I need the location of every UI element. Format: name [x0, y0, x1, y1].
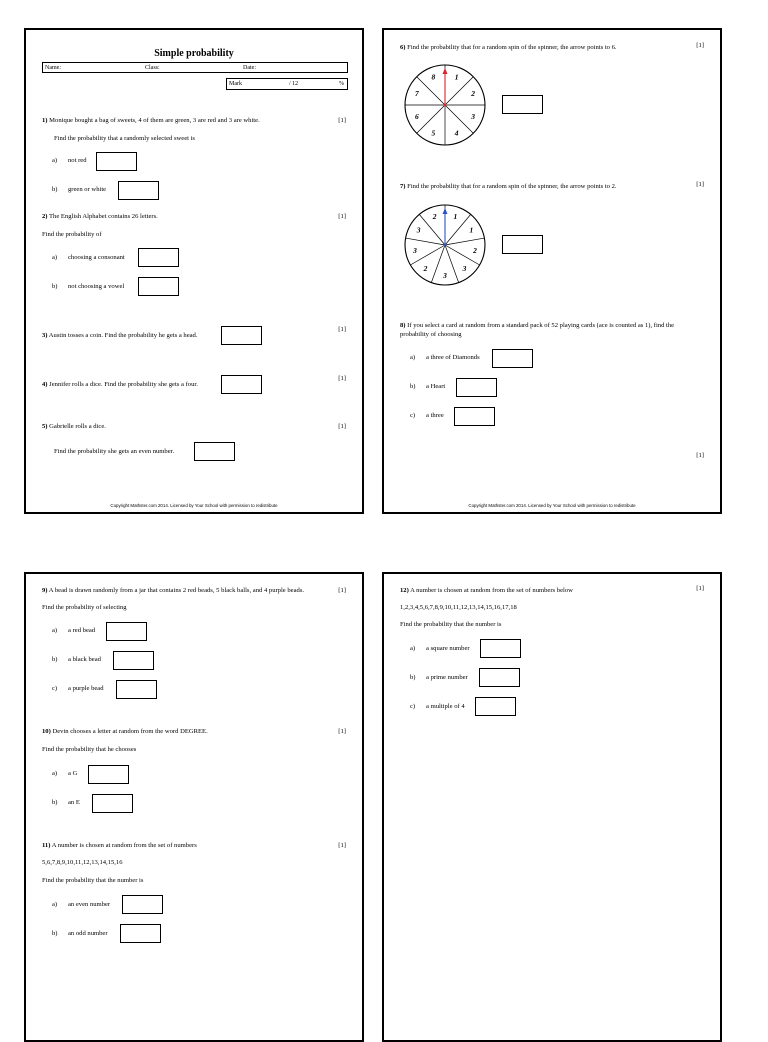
option-text: a three — [426, 412, 444, 419]
page-title: Simple probability — [154, 48, 234, 59]
answer-box-8b[interactable] — [456, 378, 497, 397]
option-text: green or white — [68, 186, 107, 193]
spinner-label: 7 — [415, 88, 419, 98]
number-set: 5,6,7,8,9,10,11,12,13,14,15,16 — [42, 859, 123, 866]
question-11-prompt: Find the probability that the number is — [42, 877, 144, 884]
copyright-footer: Copyright Mathster.com 2014. Licensed by Your School with permission to redistribute — [468, 503, 636, 508]
answer-box-5[interactable] — [194, 442, 235, 461]
question-9-prompt: Find the probability of selecting — [42, 604, 127, 611]
option-label: b) — [52, 799, 58, 806]
spinner-label: 3 — [462, 263, 467, 273]
spinner-center — [444, 104, 447, 107]
answer-box-1a[interactable] — [96, 152, 137, 171]
question-9: 9) A bead is drawn randomly from a jar that contains 2 red beads, 5 black balls, and 4 purple beads. — [42, 587, 305, 594]
answer-box-8c[interactable] — [454, 407, 495, 426]
question-6-mark: [1] — [696, 42, 704, 49]
answer-box-11b[interactable] — [120, 924, 161, 943]
spinner-label: 1 — [469, 225, 474, 235]
question-4-mark: [1] — [338, 375, 346, 382]
answer-box-10b[interactable] — [92, 794, 133, 813]
spinner-label: 2 — [473, 245, 477, 255]
question-12-prompt: Find the probability that the number is — [400, 621, 502, 628]
date-label: Date: — [243, 65, 256, 71]
spinner-label: 2 — [471, 88, 475, 98]
option-label: c) — [52, 685, 58, 692]
option-label: b) — [52, 186, 58, 193]
option-text: a purple bead — [68, 685, 104, 692]
option-label: c) — [410, 412, 416, 419]
question-5-mark: [1] — [338, 423, 346, 430]
option-text: a G — [68, 770, 78, 777]
answer-box-12c[interactable] — [475, 697, 516, 716]
answer-box-7[interactable] — [502, 235, 543, 254]
option-label: b) — [52, 656, 58, 663]
answer-box-9a[interactable] — [106, 622, 147, 641]
option-text: an E — [68, 799, 80, 806]
question-3: 3) Austin tosses a coin. Find the probability he gets a head. — [42, 332, 198, 339]
question-2: 2) The English Alphabet contains 26 letters. — [42, 213, 158, 220]
option-text: an odd number — [68, 930, 108, 937]
question-10-mark: [1] — [338, 728, 346, 735]
question-11-mark: [1] — [338, 842, 346, 849]
question-2-prompt: Find the probability of — [42, 231, 102, 238]
answer-box-1b[interactable] — [118, 181, 159, 200]
option-label: a) — [52, 770, 58, 777]
answer-box-12a[interactable] — [480, 639, 521, 658]
answer-box-12b[interactable] — [479, 668, 520, 687]
option-label: a) — [52, 901, 58, 908]
mark-box — [226, 78, 348, 90]
answer-box-8a[interactable] — [492, 349, 533, 368]
number-set: 1,2,3,4,5,6,7,8,9,10,11,12,13,14,15,16,17,18 — [400, 604, 517, 611]
option-label: a) — [410, 354, 416, 361]
option-text: a three of Diamonds — [426, 354, 480, 361]
option-text: not choosing a vowel — [68, 283, 125, 290]
question-4: 4) Jennifer rolls a dice. Find the probability she gets a four. — [42, 381, 198, 388]
question-8-mark: [1] — [696, 452, 704, 459]
question-2-mark: [1] — [338, 213, 346, 220]
spinner-label: 4 — [454, 128, 459, 138]
student-header — [42, 62, 348, 73]
answer-box-6[interactable] — [502, 95, 543, 114]
option-label: a) — [410, 645, 416, 652]
name-label: Name: — [45, 65, 61, 71]
spinner-center — [444, 244, 447, 247]
answer-box-2a[interactable] — [138, 248, 179, 267]
question-12-mark: [1] — [696, 585, 704, 592]
answer-box-9b[interactable] — [113, 651, 154, 670]
option-text: an even number — [68, 901, 111, 908]
spinner-9-sections — [402, 202, 488, 288]
question-1: 1) Monique bought a bag of sweets, 4 of them are green, 3 are red and 3 are white. — [42, 117, 260, 124]
class-label: Class: — [145, 65, 160, 71]
question-5-prompt: Find the probability she gets an even number. — [54, 448, 175, 455]
option-label: b) — [410, 674, 416, 681]
worksheet-page-4 — [382, 572, 722, 1042]
option-text: a red bead — [68, 627, 96, 634]
answer-box-3[interactable] — [221, 326, 262, 345]
spinner-label: 8 — [431, 72, 436, 82]
answer-box-4[interactable] — [221, 375, 262, 394]
question-12: 12) A number is chosen at random from the set of numbers below — [400, 587, 573, 594]
spinner-label: 1 — [454, 72, 459, 82]
spinner-label: 3 — [443, 270, 447, 280]
worksheet-page-1 — [24, 28, 364, 514]
option-text: a square number — [426, 645, 470, 652]
mark-total: / 12 — [289, 81, 299, 87]
option-text: a Heart — [426, 383, 446, 390]
spinner-label: 6 — [415, 112, 419, 122]
spinner-label: 3 — [416, 225, 421, 235]
spinner-label: 3 — [471, 112, 475, 122]
spinner-8-sections — [402, 62, 488, 148]
question-1-prompt: Find the probability that a randomly selected sweet is — [54, 135, 195, 142]
question-5: 5) Gabrielle rolls a dice. — [42, 423, 106, 430]
option-label: a) — [52, 157, 58, 164]
question-8: 8) If you select a card at random from a standard pack of 52 playing cards (ace is counted as 1), find the — [400, 322, 675, 329]
option-label: b) — [52, 283, 58, 290]
spinner-label: 2 — [432, 211, 437, 221]
option-text: a prime number — [426, 674, 468, 681]
option-label: a) — [52, 627, 58, 634]
option-text: a black bead — [68, 656, 101, 663]
option-text: choosing a consonant — [68, 254, 125, 261]
option-text: a multiple of 4 — [426, 703, 465, 710]
mark-percent: % — [339, 81, 344, 87]
question-3-mark: [1] — [338, 326, 346, 333]
worksheet-page-2 — [382, 28, 722, 514]
option-label: a) — [52, 254, 58, 261]
question-6: 6) Find the probability that for a random spin of the spinner, the arrow points to 6. — [400, 44, 617, 51]
answer-box-2b[interactable] — [138, 277, 179, 296]
spinner-label: 3 — [413, 245, 417, 255]
option-label: c) — [410, 703, 416, 710]
spinner-label: 1 — [453, 211, 458, 221]
question-8-line-2: probability of choosing — [400, 331, 462, 338]
question-7-mark: [1] — [696, 181, 704, 188]
option-label: b) — [52, 930, 58, 937]
question-10: 10) Devin chooses a letter at random from the word DEGREE. — [42, 728, 208, 735]
question-9-mark: [1] — [338, 587, 346, 594]
spinner-label: 2 — [423, 263, 428, 273]
worksheet-page-3 — [24, 572, 364, 1042]
question-7: 7) Find the probability that for a random spin of the spinner, the arrow points to 2. — [400, 183, 617, 190]
question-1-mark: [1] — [338, 117, 346, 124]
spinner-label: 5 — [431, 128, 436, 138]
answer-box-11a[interactable] — [122, 895, 163, 914]
option-text: not red — [68, 157, 87, 164]
option-label: b) — [410, 383, 416, 390]
mark-label: Mark — [229, 81, 242, 87]
answer-box-9c[interactable] — [116, 680, 157, 699]
question-11: 11) A number is chosen at random from the set of numbers — [42, 842, 197, 849]
question-10-prompt: Find the probability that he chooses — [42, 746, 137, 753]
copyright-footer: Copyright Mathster.com 2014. Licensed by Your School with permission to redistribute — [110, 503, 278, 508]
answer-box-10a[interactable] — [88, 765, 129, 784]
